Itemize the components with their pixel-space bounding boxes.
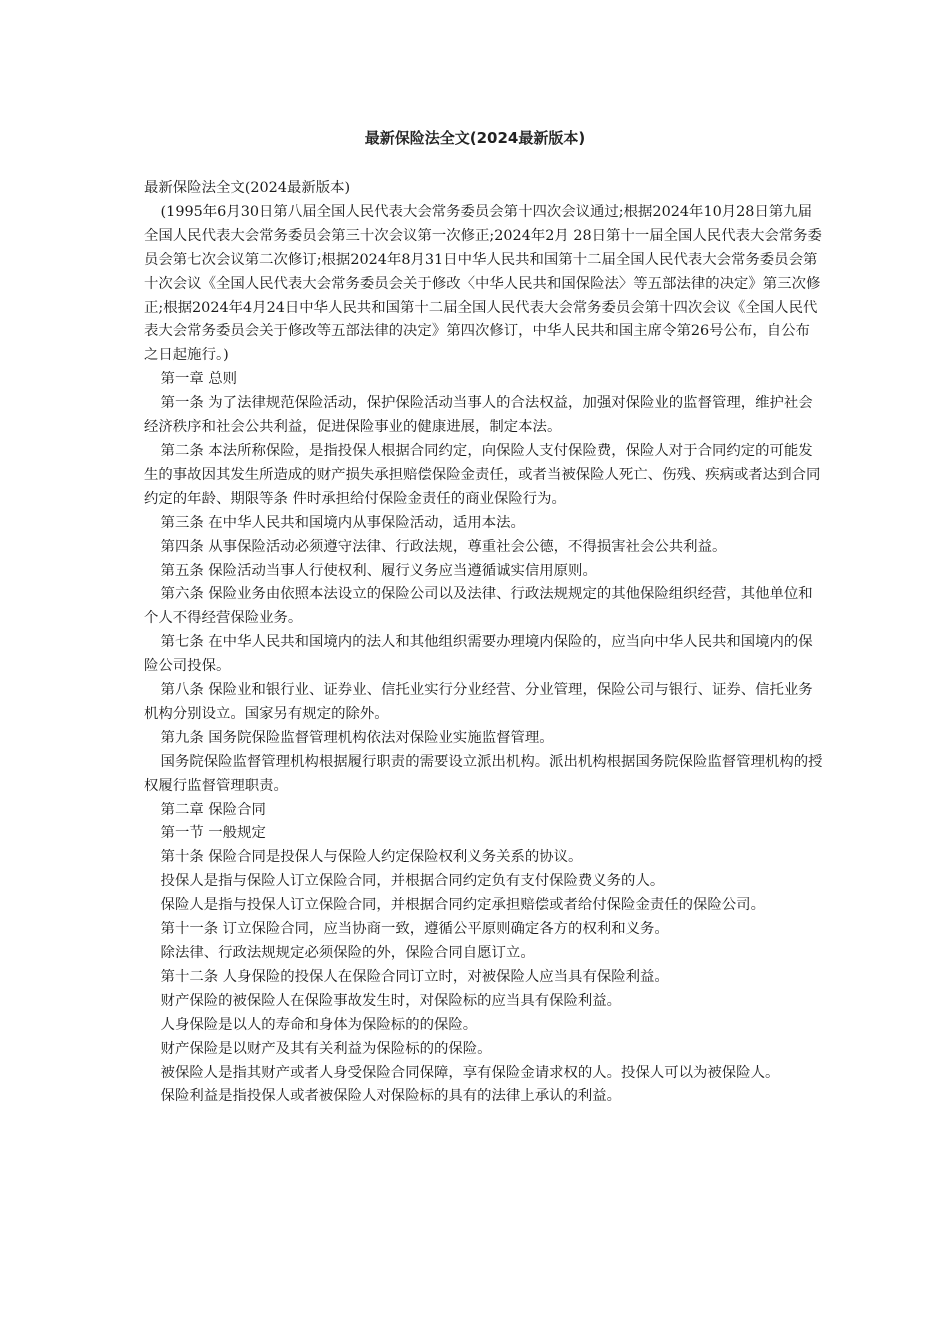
article-paragraph: 投保人是指与保险人订立保险合同，并根据合同约定负有支付保险费义务的人。 [160, 873, 665, 890]
body-heading: 最新保险法全文(2024最新版本) [144, 180, 351, 196]
section-heading: 第一节 一般规定 [160, 825, 266, 842]
document-body [144, 177, 824, 1109]
document-title: 最新保险法全文(2024最新版本) [364, 129, 586, 147]
article-paragraph: 财产保险的被保险人在保险事故发生时，对保险标的应当具有保险利益。 [160, 992, 622, 1009]
article-paragraph: 第三条 在中华人民共和国境内从事保险活动，适用本法。 [160, 514, 525, 531]
article-paragraph: 保险人是指与投保人订立保险合同，并根据合同约定承担赔偿或者给付保险金责任的保险公司。 [160, 897, 765, 914]
article-paragraph: 国务院保险监督管理机构根据履行职责的需要设立派出机构。派出机构根据国务院保险监督管理机构的授权履行监督管理职责。 [144, 753, 823, 794]
article-paragraph: 保险利益是指投保人或者被保险人对保险标的具有的法律上承认的利益。 [160, 1088, 622, 1105]
article-paragraph: 被保险人是指其财产或者人身受保险合同保障，享有保险金请求权的人。投保人可以为被保险人。 [160, 1064, 780, 1081]
article-paragraph: 第四条 从事保险活动必须遵守法律、行政法规，尊重社会公德，不得损害社会公共利益。 [160, 538, 727, 555]
article-paragraph: 第十条 保险合同是投保人与保险人约定保险权利义务关系的协议。 [160, 849, 583, 866]
article-paragraph: 第一条 为了法律规范保险活动，保护保险活动当事人的合法权益，加强对保险业的监督管理，维护社会经济秩序和社会公共利益，促进保险事业的健康进展，制定本法。 [144, 395, 813, 436]
chapter-heading: 第一章 总则 [160, 371, 238, 388]
article-paragraph: 第八条 保险业和银行业、证券业、信托业实行分业经营、分业管理，保险公司与银行、证券、信托业务机构分别设立。国家另有规定的除外。 [144, 682, 813, 722]
article-paragraph: 第六条 保险业务由依照本法设立的保险公司以及法律、行政法规规定的其他保险组织经营，其他单位和个人不得经营保险业务。 [144, 586, 813, 627]
article-paragraph: 除法律、行政法规规定必须保险的外，保险合同自愿订立。 [160, 945, 535, 961]
article-paragraph: 第二条 本法所称保险，是指投保人根据合同约定，向保险人支付保险费，保险人对于合同约定的可能发生的事故因其发生所造成的财产损失承担赔偿保险金责任，或者当被保险人死亡、伤残、疾病或者达到合同约定的年龄、期限等条 件时承担给付保险金责任的商业保险行为。 [144, 442, 821, 507]
article-paragraph: 财产保险是以财产及其有关利益为保险标的的保险。 [160, 1040, 492, 1057]
article-paragraph: 第七条 在中华人民共和国境内的法人和其他组织需要办理境内保险的，应当向中华人民共和国境内的保险公司投保。 [144, 634, 813, 675]
article-paragraph: 第九条 国务院保险监督管理机构依法对保险业实施监督管理。 [160, 729, 554, 746]
article-paragraph: 第十一条 订立保险合同，应当协商一致，遵循公平原则确定各方的权利和义务。 [160, 921, 669, 938]
preamble-paragraph: (1995年6月30日第八届全国人民代表大会常务委员会第十四次会议通过;根据2024年10月28日第九届全国人民代表大会常务委员会第三十次会议第一次修正;2024年2月 28日第十一届全国人民代表大会常务委员会第七次会议第二次修订;根据2024年8月31日中华人民共和国第十二届全国人民代表大会常务委员会第十次会议《全国人民代表大会常务委员会关于修改〈中华人民共和国保险法〉等五部法律的决定》第三次修正;根据2024年4月24日中华人民共和国第十二届全国人民代表大会常务委员会第十四次会议《全国人民代表大会常务委员会关于修改等五部法律的决定》第四次修订，中华人民共和国主席令第26号公布，自公布之日起施行。) [144, 203, 822, 364]
article-paragraph: 第十二条 人身保险的投保人在保险合同订立时，对被保险人应当具有保险利益。 [160, 968, 669, 985]
chapter-heading: 第二章 保险合同 [160, 801, 266, 818]
article-paragraph: 人身保险是以人的寿命和身体为保险标的的保险。 [160, 1016, 478, 1033]
article-paragraph: 第五条 保险活动当事人行使权利、履行义务应当遵循诚实信用原则。 [160, 562, 597, 579]
